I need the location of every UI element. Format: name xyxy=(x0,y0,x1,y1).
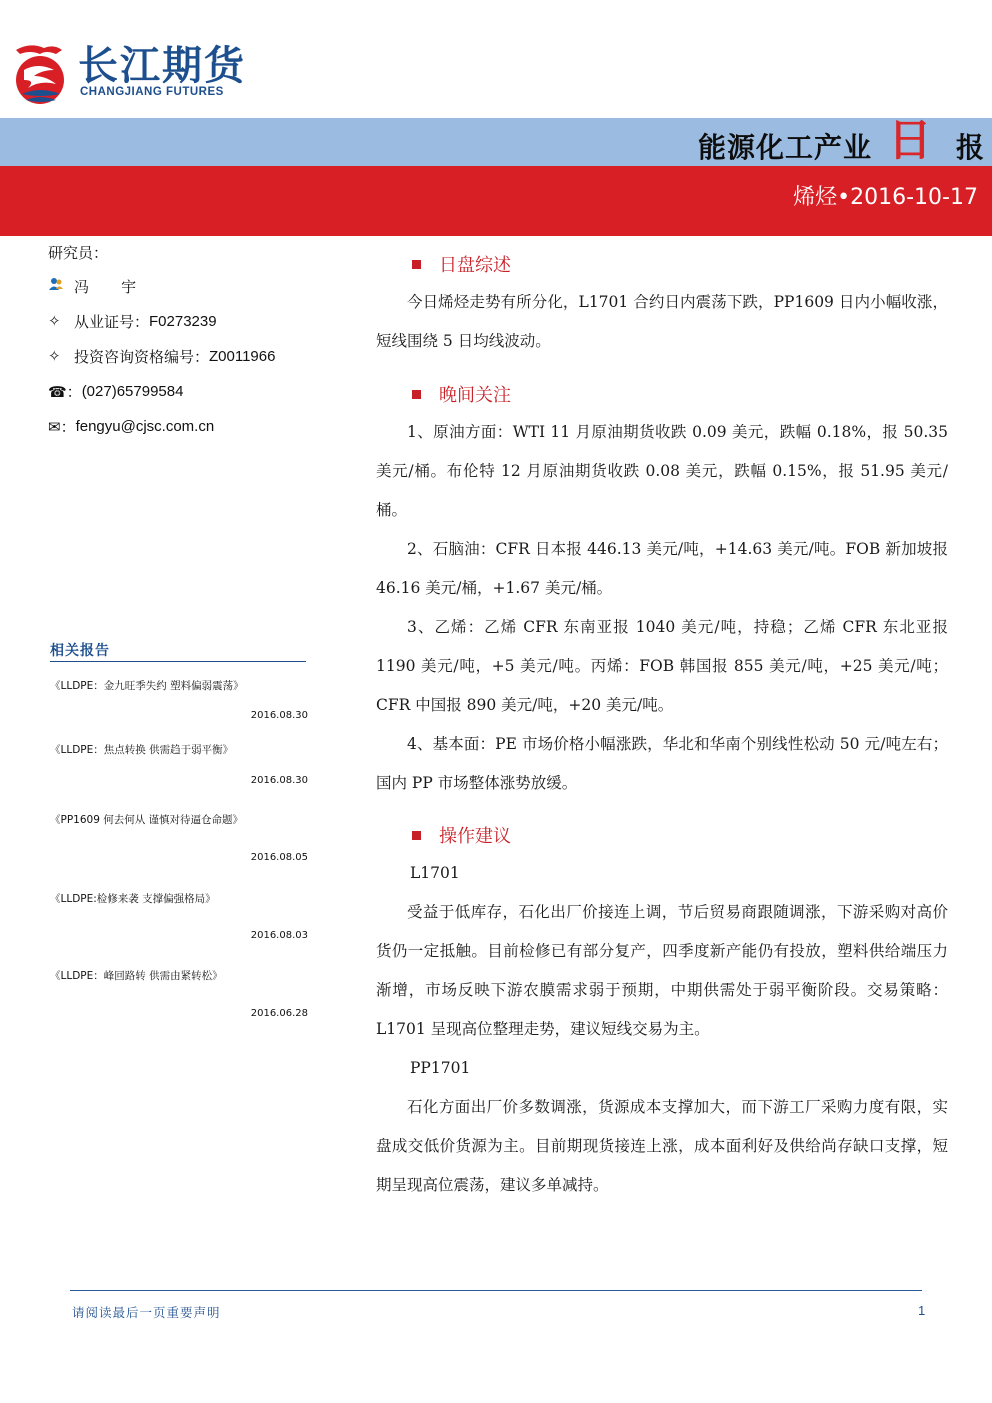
section-heading-summary: 日盘综述 xyxy=(412,250,511,278)
cert-value: F0273239 xyxy=(149,312,217,330)
report-category-title: 能源化工产业 xyxy=(697,131,872,164)
person-icon xyxy=(48,276,74,296)
evening-item: 3、乙烯：乙烯 CFR 东南亚报 1040 美元/吨，持稳；乙烯 CFR 东北亚报 1190 美元/吨，+5 美元/吨。丙烯：FOB 韩国报 855 美元/吨，+25 美元/吨；CFR 中国报 890 美元/吨，+20 美元/吨。 xyxy=(376,618,948,714)
logo-english-name: CHANGJIANG FUTURES xyxy=(80,86,224,98)
section-heading-evening: 晚间关注 xyxy=(412,380,511,408)
square-bullet-icon xyxy=(412,390,421,399)
evening-item: 4、基本面：PE 市场价格小幅涨跌，华北和华南个别线性松动 50 元/吨左右；国内 PP 市场整体涨势放缓。 xyxy=(376,735,948,792)
qualification-row xyxy=(48,344,275,368)
related-reports xyxy=(50,640,308,1019)
page-number: 1 xyxy=(918,1303,926,1318)
related-report-date: 2016.06.28 xyxy=(250,1008,308,1019)
phone-icon: ☎： xyxy=(48,383,82,401)
square-bullet-icon xyxy=(412,831,421,840)
phone-row xyxy=(48,379,183,403)
email-row xyxy=(48,414,214,438)
email-address[interactable]: fengyu@cjsc.com.cn xyxy=(75,417,215,435)
related-report-date: 2016.08.03 xyxy=(250,930,308,941)
related-report-title[interactable]: 《PP1609 何去何从 谨慎对待逼仓命题》 xyxy=(50,814,244,826)
section-heading-advice: 操作建议 xyxy=(412,821,511,849)
researcher-name-row xyxy=(48,274,150,298)
researcher-name: 冯 宇 xyxy=(74,278,151,296)
cert-row xyxy=(48,309,217,333)
related-report-title[interactable]: 《LLDPE:检修来袭 支撑偏强格局》 xyxy=(50,893,216,905)
cert-label: 从业证号： xyxy=(74,313,150,331)
advice-paragraph: 石化方面出厂价多数调涨，货源成本支撑加大，而下游工厂采购力度有限，实盘成交低价货源为主。目前期现货接连上涨，成本面利好及供给尚存缺口支撑，短期呈现高位震荡，建议多单减持。 xyxy=(376,1098,948,1194)
evening-item: 2、石脑油：CFR 日本报 446.13 美元/吨，+14.63 美元/吨。FOB 新加坡报 46.16 美元/桶，+1.67 美元/桶。 xyxy=(376,540,948,597)
envelope-icon: ✉： xyxy=(48,418,76,436)
qualification-label: 投资咨询资格编号： xyxy=(74,348,210,366)
footer-divider xyxy=(70,1290,922,1291)
summary-paragraph: 今日烯烃走势有所分化，L1701 合约日内震荡下跌，PP1609 日内小幅收涨，短线围绕 5 日均线波动。 xyxy=(376,293,948,350)
contract-code: L1701 xyxy=(410,864,460,882)
related-reports-title: 相关报告 xyxy=(50,640,306,662)
header-blue-band xyxy=(0,115,992,166)
diamond-icon: ✧ xyxy=(48,348,61,365)
related-report-date: 2016.08.05 xyxy=(250,852,308,863)
header-red-band xyxy=(0,166,992,236)
researcher-label: 研究员： xyxy=(48,245,109,262)
report-subtitle: 烯烃•2016-10-17 xyxy=(793,185,978,210)
related-report-title[interactable]: 《LLDPE：峰回路转 供需由紧转松》 xyxy=(50,970,223,982)
related-report-date: 2016.08.30 xyxy=(250,775,308,786)
evening-item: 1、原油方面：WTI 11 月原油期货收跌 0.09 美元，跌幅 0.18%，报 50.35 美元/桶。布伦特 12 月原油期货收跌 0.08 美元，跌幅 0.15%，报 51.95 美元/桶。 xyxy=(376,423,948,519)
advice-paragraph: 受益于低库存，石化出厂价接连上调，节后贸易商跟随调涨，下游采购对高价货仍一定抵触。目前检修已有部分复产，四季度新产能仍有投放，塑料供给端压力渐增，市场反映下游农膜需求弱于预期，中期供需处于弱平衡阶段。交易策略：L1701 呈现高位整理走势，建议短线交易为主。 xyxy=(376,903,948,1038)
related-report-title[interactable]: 《LLDPE：金九旺季失约 塑料偏弱震荡》 xyxy=(50,680,244,692)
related-report-title[interactable]: 《LLDPE：焦点转换 供需趋于弱平衡》 xyxy=(50,744,234,756)
diamond-icon: ✧ xyxy=(48,313,61,330)
square-bullet-icon xyxy=(412,260,421,269)
footer-disclaimer[interactable]: 请阅读最后一页重要声明 xyxy=(72,1305,221,1320)
report-type-glyph: 报 xyxy=(955,131,984,164)
contract-code: PP1701 xyxy=(410,1059,471,1077)
qualification-value: Z0011966 xyxy=(209,347,276,365)
logo-chinese-name: 长江期货 xyxy=(78,43,246,89)
report-daily-glyph: 日 xyxy=(888,115,932,166)
related-report-date: 2016.08.30 xyxy=(250,710,308,721)
phone-number[interactable]: (027)65799584 xyxy=(81,382,184,400)
company-logo xyxy=(10,40,250,110)
logo-emblem-icon xyxy=(10,40,72,106)
